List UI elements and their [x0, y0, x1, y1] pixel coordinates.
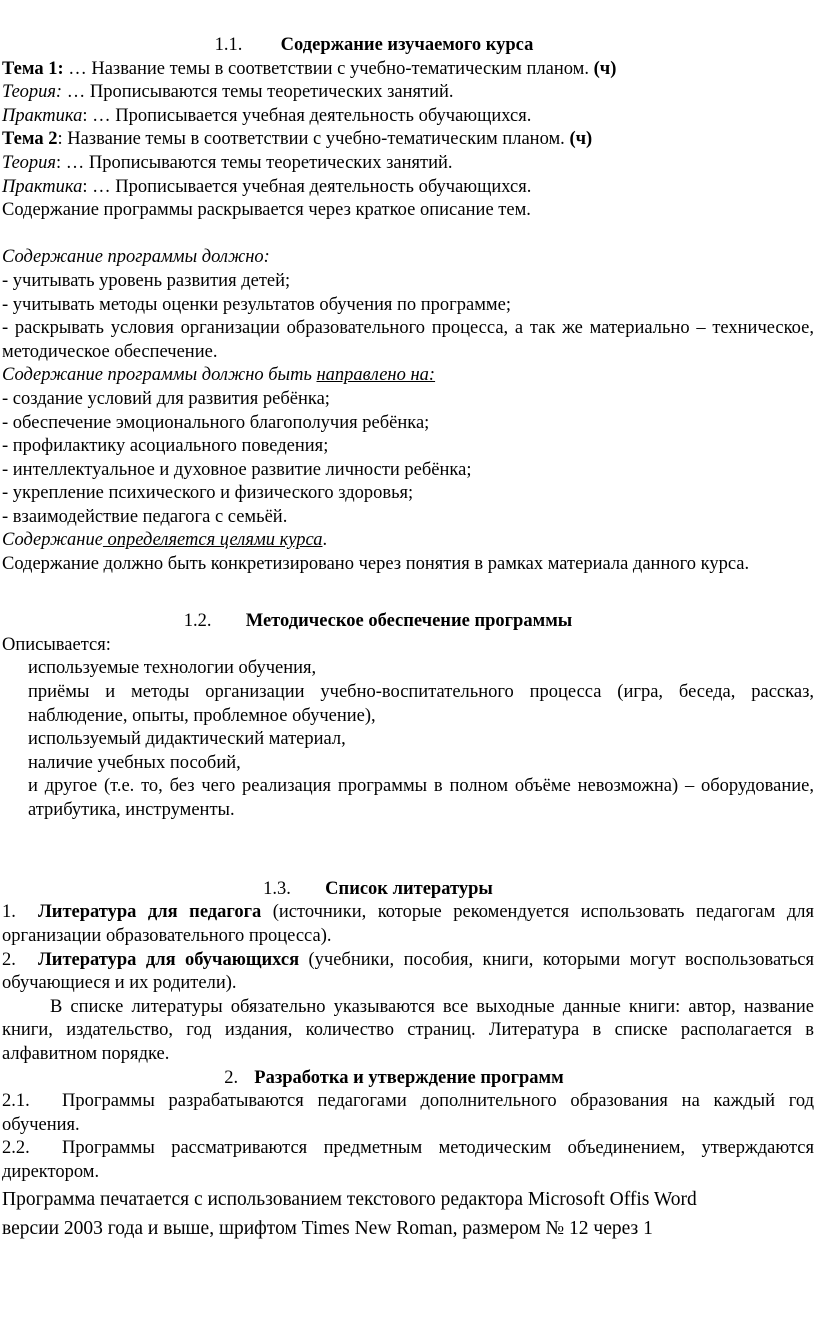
- spacer: [2, 870, 814, 878]
- section-heading-1-2: [2, 610, 814, 634]
- summary-paragraph: Содержание программы раскрывается через краткое описание тем.: [2, 200, 531, 221]
- list-item: - укрепление психического и физического здоровья;: [2, 483, 414, 504]
- topic-2-text: : Название темы в соответствии с учебно-тематическим планом.: [57, 129, 570, 150]
- section-heading-1-3: [2, 878, 814, 902]
- topic-2-label: Тема 2: [2, 129, 58, 150]
- section-heading-2: [2, 1067, 814, 1091]
- rule-2-2: [2, 1137, 814, 1184]
- literature-item-2: [2, 949, 814, 996]
- must-heading: Содержание программы должно:: [2, 247, 270, 268]
- topic-1-hours: (ч): [593, 58, 617, 79]
- aimed-heading-b: направлено на:: [316, 365, 436, 386]
- topic-2-line: [2, 128, 814, 152]
- list-item: приёмы и методы организации учебно-воспитательного процесса (игра, беседа, рассказ, наблюдение, опыты, проблемное обучение),: [28, 682, 814, 726]
- aimed-heading-a: Содержание программы должно быть: [2, 365, 317, 386]
- list-item: - создание условий для развития ребёнка;: [2, 388, 330, 409]
- section-number: 1.3.: [263, 878, 291, 899]
- aimed-heading: [2, 364, 814, 388]
- list-item: - интеллектуальное и духовное развитие личности ребёнка;: [2, 459, 472, 480]
- literature-bold: Литература для педагога: [38, 902, 262, 923]
- theory-label: Теория: [2, 152, 56, 173]
- methods-list: [2, 657, 814, 822]
- topic-1-line: [2, 58, 814, 82]
- goals-b: определяется целями курса: [102, 530, 323, 551]
- section-title: Список литературы: [325, 878, 493, 899]
- print-rule-line-2: версии 2003 года и выше, шрифтом Times New Roman, размером № 12 через 1: [2, 1217, 653, 1239]
- theory-text: : … Прописываются темы теоретических занятий.: [55, 152, 453, 173]
- methods-intro: Описывается:: [2, 634, 111, 655]
- section-title: Методическое обеспечение программы: [245, 611, 573, 632]
- practice-label: Практика: [2, 176, 83, 197]
- spacer: [2, 577, 814, 601]
- list-item: - учитывать уровень развития детей;: [2, 270, 291, 291]
- goals-line: [2, 529, 814, 553]
- goals-c: .: [322, 530, 328, 551]
- theory-label: Теория:: [2, 82, 63, 103]
- list-item: - раскрывать условия организации образовательного процесса, а так же материально – техническое, методическое обеспечение.: [2, 318, 814, 362]
- practice-text: : … Прописывается учебная деятельность обучающихся.: [82, 176, 532, 197]
- literature-bold: Литература для обучающихся: [38, 949, 300, 970]
- topic-1-practice: [2, 105, 814, 129]
- rule-number: 2.1.: [2, 1091, 30, 1112]
- literature-item-1: [2, 901, 814, 948]
- list-item: - учитывать методы оценки результатов обучения по программе;: [2, 294, 511, 315]
- document-page: [0, 34, 816, 1243]
- print-rule-line-1: Программа печатается с использованием текстового редактора Microsoft Offis Word: [2, 1188, 697, 1210]
- topic-1-label: Тема 1:: [2, 58, 64, 79]
- theory-text: … Прописываются темы теоретических занятий.: [62, 82, 454, 103]
- list-item: и другое (т.е. то, без чего реализация программы в полном объёме невозможна) – оборудование, атрибутика, инструменты.: [28, 776, 814, 820]
- literature-number: 1.: [2, 902, 16, 923]
- topic-1-theory: [2, 81, 814, 105]
- rule-2-1: [2, 1090, 814, 1137]
- rule-text: Программы рассматриваются предметным методическим объединением, утверждаются директором.: [2, 1138, 814, 1182]
- rule-number: 2.2.: [2, 1138, 30, 1159]
- spacer: [2, 600, 814, 610]
- rule-text: Программы разрабатываются педагогами дополнительного образования на каждый год обучения.: [2, 1091, 814, 1135]
- literature-text: (источники, которые рекомендуется использовать педагогам для организации образовательного процесса).: [2, 902, 814, 946]
- section-number: 1.1.: [214, 35, 243, 55]
- list-item: используемые технологии обучения,: [28, 658, 317, 679]
- list-item: - обеспечение эмоционального благополучия ребёнка;: [2, 412, 430, 433]
- spacer: [2, 823, 814, 847]
- topic-2-hours: (ч): [569, 129, 593, 150]
- section-number: 1.2.: [183, 611, 212, 632]
- goals-a: Содержание: [2, 530, 103, 551]
- topic-2-theory: [2, 152, 814, 176]
- list-item: наличие учебных пособий,: [28, 752, 241, 773]
- spacer: [2, 223, 814, 247]
- literature-note: В списке литературы обязательно указываются все выходные данные книги: автор, название книги, издательство, год издания, количество страниц. Литература в списке располагается в алфавитном порядке.: [2, 996, 814, 1064]
- section-heading-1-1: [2, 34, 814, 58]
- spacer: [2, 846, 814, 870]
- literature-text: (учебники, пособия, книги, которыми могут воспользоваться обучающиеся и их родители).: [2, 949, 814, 994]
- section-number: 2.: [224, 1067, 239, 1088]
- list-item: - взаимодействие педагога с семьёй.: [2, 506, 288, 527]
- practice-label: Практика: [2, 105, 83, 126]
- topic-1-text: … Название темы в соответствии с учебно-тематическим планом.: [63, 58, 594, 79]
- section-title: Разработка и утверждение программ: [254, 1067, 564, 1088]
- concrete-paragraph: Содержание должно быть конкретизировано через понятия в рамках материала данного курса.: [2, 554, 750, 575]
- list-item: - профилактику асоциального поведения;: [2, 436, 329, 457]
- list-item: используемый дидактический материал,: [28, 729, 346, 750]
- topic-2-practice: [2, 176, 814, 200]
- section-title: Содержание изучаемого курса: [280, 35, 534, 55]
- literature-number: 2.: [2, 949, 16, 970]
- practice-text: : … Прописывается учебная деятельность обучающихся.: [82, 105, 532, 126]
